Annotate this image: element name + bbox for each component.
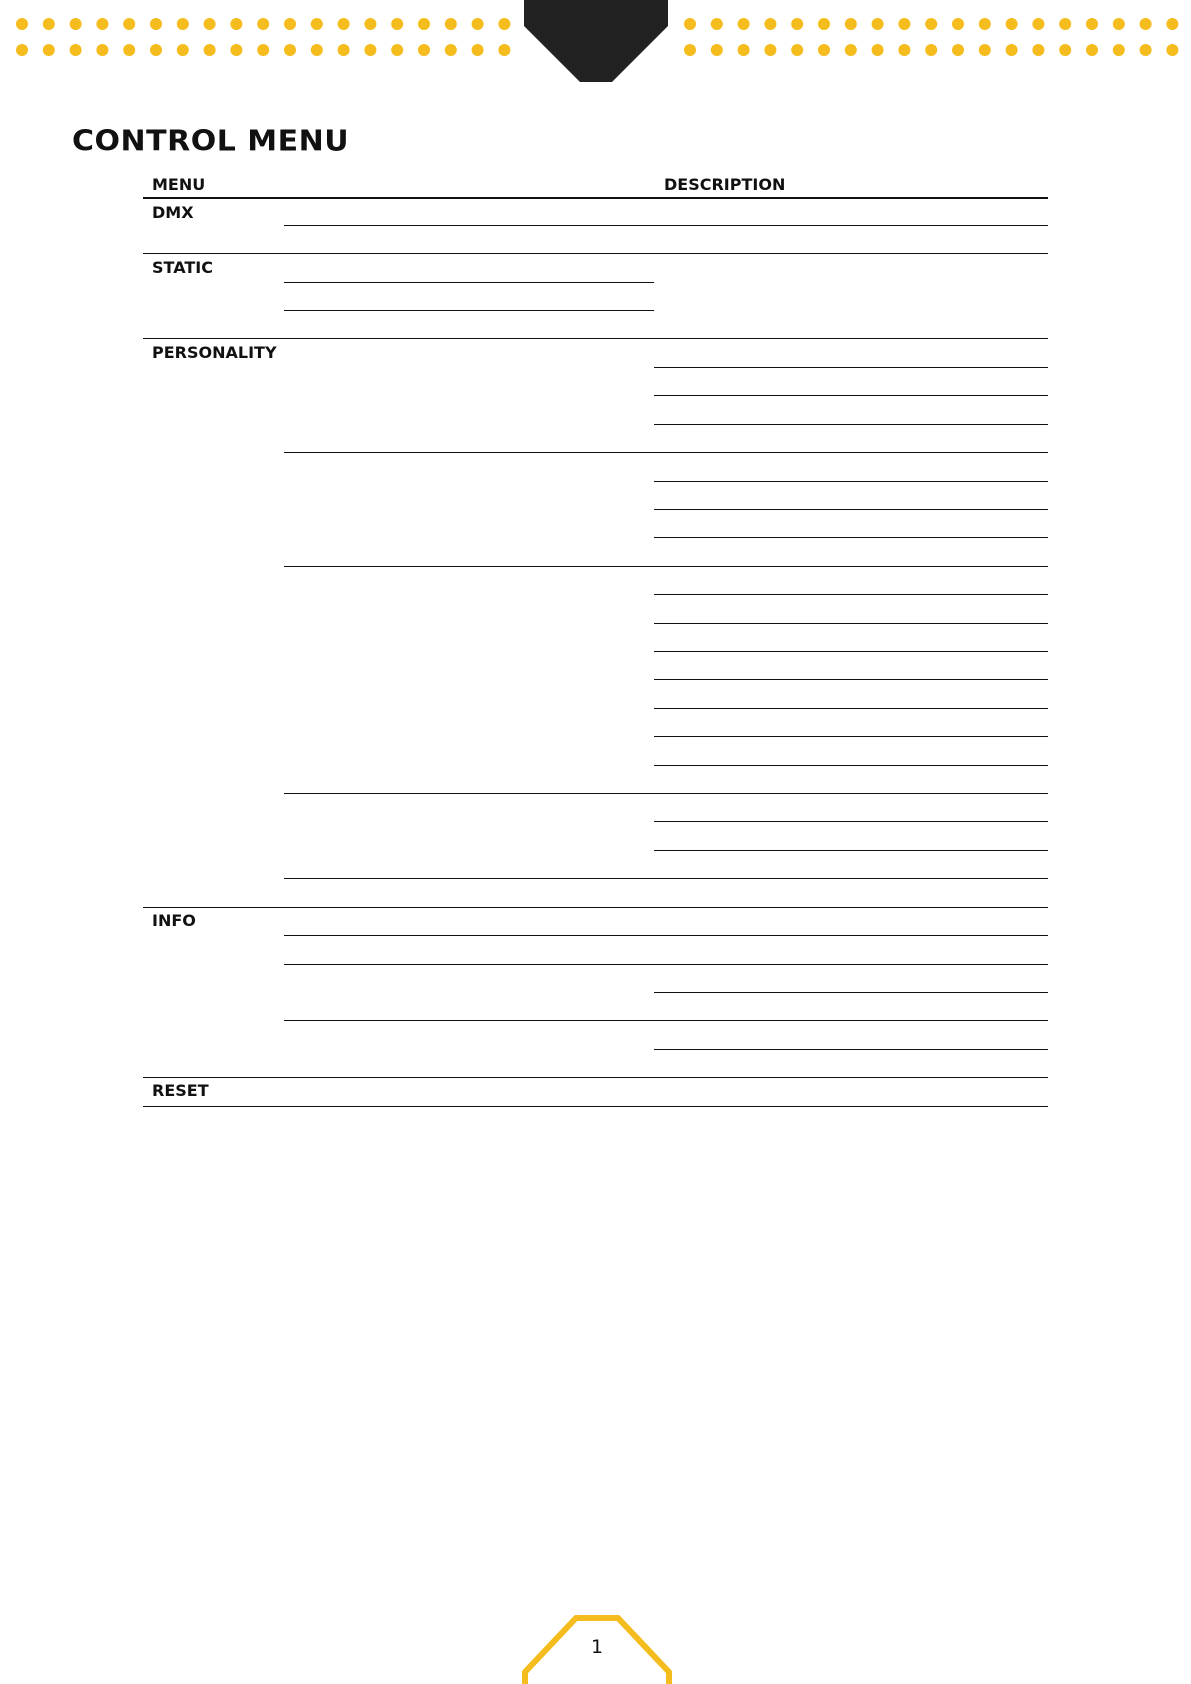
- menu-item-personality: PERSONALITY: [152, 343, 277, 362]
- table-bottom-rule: [143, 1106, 1048, 1107]
- section-divider: [143, 338, 1048, 339]
- dot: [952, 44, 964, 56]
- dot: [498, 18, 510, 30]
- dot: [711, 18, 723, 30]
- dot: [418, 18, 430, 30]
- dot: [150, 44, 162, 56]
- dot: [311, 18, 323, 30]
- dot: [1086, 44, 1098, 56]
- dot: [311, 44, 323, 56]
- dot: [391, 18, 403, 30]
- dot: [391, 44, 403, 56]
- menu-item-info: INFO: [152, 911, 196, 930]
- table-row-rule: [654, 850, 1048, 851]
- table-row-rule: [654, 992, 1048, 993]
- dot: [791, 44, 803, 56]
- dot: [96, 44, 108, 56]
- menu-item-static: STATIC: [152, 258, 213, 277]
- dot: [764, 44, 776, 56]
- dot: [818, 18, 830, 30]
- table-row-rule: [654, 395, 1048, 396]
- table-row-rule: [284, 310, 654, 311]
- table-row-rule: [284, 793, 1048, 794]
- dot: [738, 44, 750, 56]
- dot: [338, 18, 350, 30]
- page-number: 1: [590, 1636, 604, 1658]
- table-row-rule: [654, 736, 1048, 737]
- table-row-rule: [284, 878, 1048, 879]
- header-tab-shape: [524, 0, 668, 82]
- dot: [845, 44, 857, 56]
- dot: [1140, 44, 1152, 56]
- dot-pattern-right: [680, 14, 1185, 64]
- dot: [1140, 18, 1152, 30]
- dot: [16, 18, 28, 30]
- dot: [711, 44, 723, 56]
- dot: [898, 44, 910, 56]
- dot: [364, 18, 376, 30]
- dot: [872, 44, 884, 56]
- dot: [204, 44, 216, 56]
- dot: [818, 44, 830, 56]
- dot: [43, 18, 55, 30]
- dot: [1006, 44, 1018, 56]
- dot: [177, 18, 189, 30]
- table-row-rule: [654, 708, 1048, 709]
- dot: [1032, 18, 1044, 30]
- dot: [96, 18, 108, 30]
- dot: [284, 44, 296, 56]
- table-row-rule: [284, 964, 1048, 965]
- section-divider: [143, 1077, 1048, 1078]
- table-row-rule: [284, 1020, 1048, 1021]
- table-row-rule: [284, 282, 654, 283]
- table-row-rule: [654, 367, 1048, 368]
- dot: [472, 44, 484, 56]
- dot: [1086, 18, 1098, 30]
- dot: [845, 18, 857, 30]
- dot: [445, 44, 457, 56]
- column-header-description: DESCRIPTION: [664, 175, 786, 194]
- dot: [418, 44, 430, 56]
- dot: [1113, 44, 1125, 56]
- dot: [498, 44, 510, 56]
- table-row-rule: [654, 594, 1048, 595]
- dot-pattern-left: [12, 14, 522, 64]
- dot: [684, 18, 696, 30]
- dot: [925, 18, 937, 30]
- dot: [791, 18, 803, 30]
- table-row-rule: [654, 509, 1048, 510]
- dot: [16, 44, 28, 56]
- menu-item-dmx: DMX: [152, 203, 194, 222]
- dot: [204, 18, 216, 30]
- dot: [925, 44, 937, 56]
- dot: [123, 18, 135, 30]
- dot: [257, 18, 269, 30]
- table-row-rule: [654, 679, 1048, 680]
- table-row-rule: [654, 537, 1048, 538]
- dot: [1059, 44, 1071, 56]
- table-row-rule: [284, 566, 1048, 567]
- dot: [70, 44, 82, 56]
- page-title: CONTROL MENU: [72, 124, 350, 159]
- section-divider: [143, 907, 1048, 908]
- dot: [70, 18, 82, 30]
- table-row-rule: [284, 225, 1048, 226]
- dot: [898, 18, 910, 30]
- table-row-rule: [284, 935, 1048, 936]
- dot: [872, 18, 884, 30]
- dot: [150, 18, 162, 30]
- table-row-rule: [284, 452, 1048, 453]
- dot: [979, 44, 991, 56]
- dot: [230, 44, 242, 56]
- table-row-rule: [654, 651, 1048, 652]
- table-row-rule: [654, 481, 1048, 482]
- dot: [364, 44, 376, 56]
- dot: [257, 44, 269, 56]
- dot: [284, 18, 296, 30]
- dot: [684, 44, 696, 56]
- dot: [952, 18, 964, 30]
- dot: [177, 44, 189, 56]
- dot: [43, 44, 55, 56]
- dot: [338, 44, 350, 56]
- dot: [123, 44, 135, 56]
- dot: [1113, 18, 1125, 30]
- dot: [764, 18, 776, 30]
- dot: [1032, 44, 1044, 56]
- dot: [738, 18, 750, 30]
- section-divider: [143, 253, 1048, 254]
- dot: [1059, 18, 1071, 30]
- column-header-menu: MENU: [152, 175, 206, 194]
- table-row-rule: [654, 623, 1048, 624]
- dot: [1166, 44, 1178, 56]
- dot: [1006, 18, 1018, 30]
- menu-item-reset: RESET: [152, 1081, 209, 1100]
- table-row-rule: [654, 821, 1048, 822]
- dot: [472, 18, 484, 30]
- table-row-rule: [654, 765, 1048, 766]
- table-row-rule: [654, 1049, 1048, 1050]
- table-row-rule: [654, 424, 1048, 425]
- header-rule: [143, 197, 1048, 199]
- dot: [1166, 18, 1178, 30]
- dot: [230, 18, 242, 30]
- dot: [979, 18, 991, 30]
- dot: [445, 18, 457, 30]
